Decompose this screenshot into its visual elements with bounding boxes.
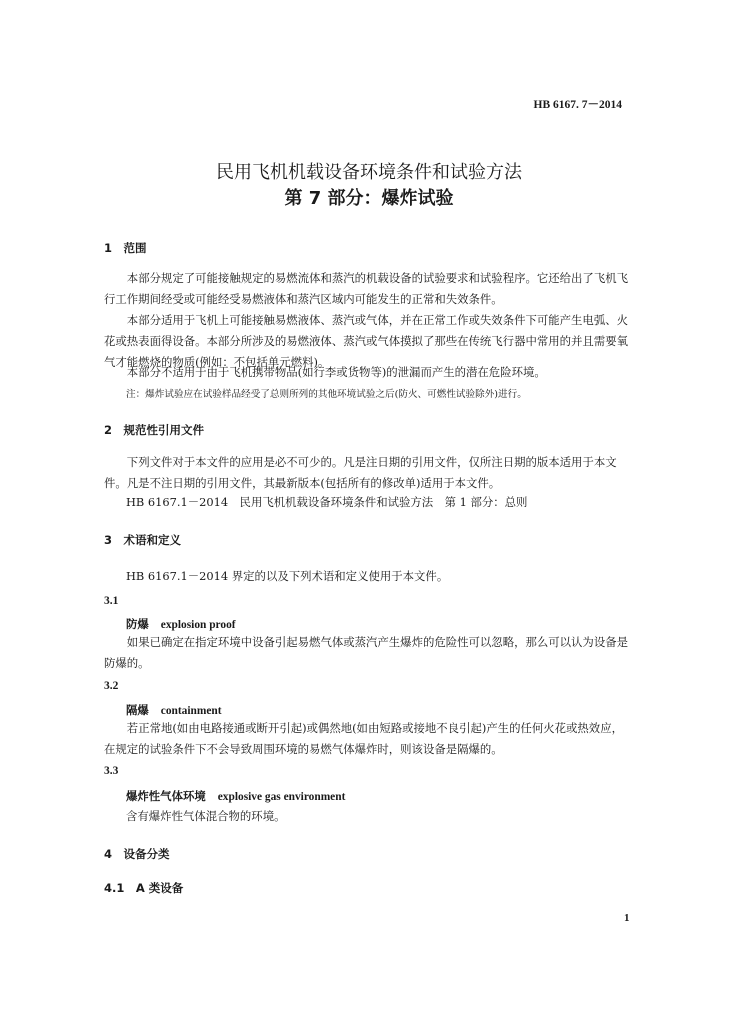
section-2-paragraph: 下列文件对于本文件的应用是必不可少的。凡是注日期的引用文件，仅所注日期的版本适用于本文件。凡是不注日期的引用文件，其最新版本(包括所有的修改单)适用于本文件。 [104,455,617,490]
section-3-heading: 3 术语和定义 [104,533,182,547]
section-1-paragraph-1: 本部分规定了可能接触规定的易燃流体和蒸汽的机载设备的试验要求和试验程序。它还给出了飞机飞行工作期间经受或可能经受易燃液体和蒸汽区域内可能发生的正常和失效条件。 [104,271,628,306]
standard-code: HB 6167. 7－2014 [533,99,622,111]
term-3-3-zh: 爆炸性气体环境 [126,789,206,803]
term-3-3-definition: 含有爆炸性气体混合物的环境。 [126,809,286,823]
term-3-3 [126,788,345,804]
section-2-heading: 2 规范性引用文件 [104,423,205,437]
term-3-1-zh: 防爆 [126,617,149,631]
section-4-1-heading: 4.1 A 类设备 [104,881,184,895]
document-title: 民用飞机机载设备环境条件和试验方法 [216,162,522,183]
term-3-1-definition: 如果已确定在指定环境中设备引起易燃气体或蒸汽产生爆炸的危险性可以忽略，那么可以认为设备是防爆的。 [104,635,628,670]
term-3-1 [126,616,236,632]
normative-reference: HB 6167.1－2014 民用飞机机载设备环境条件和试验方法 第 1 部分：总则 [126,495,528,509]
section-1-paragraph-3: 本部分不适用于由于飞机携带物品(如行李或货物等)的泄漏而产生的潜在危险环境。 [126,365,546,379]
section-1-note: 注：爆炸试验应在试验样品经受了总则所列的其他环境试验之后(防火、可燃性试验除外)进行。 [126,389,527,400]
term-3-3-number: 3.3 [104,765,119,777]
term-3-2-number: 3.2 [104,680,119,692]
section-1-paragraph-2: 本部分适用于飞机上可能接触易燃液体、蒸汽或气体，并在正常工作或失效条件下可能产生电弧、火花或热表面得设备。本部分所涉及的易燃液体、蒸汽或气体摸拟了那些在传统飞行器中常用的并且需要氧气才能燃烧的物质(例如：不包括单元燃料)。 [104,313,628,369]
term-3-1-number: 3.1 [104,595,119,607]
term-3-2 [126,702,222,718]
section-4-heading: 4 设备分类 [104,847,170,861]
term-3-2-en: containment [160,705,222,717]
term-3-2-definition: 若正常地(如由电路接通或断开引起)或偶然地(如由短路或接地不良引起)产生的任何火花或热效应，在规定的试验条件下不会导致周围环境的易燃气体爆炸时，则该设备是隔爆的。 [104,721,623,756]
section-1-heading: 1 范围 [104,241,147,255]
term-3-1-en: explosion proof [160,619,236,631]
document-subtitle: 第 7 部分：爆炸试验 [284,188,454,209]
term-3-2-zh: 隔爆 [126,703,149,717]
section-3-intro: HB 6167.1－2014 界定的以及下列术语和定义使用于本文件。 [126,569,449,583]
term-3-3-en: explosive gas environment [217,791,346,803]
page-number: 1 [624,912,630,924]
